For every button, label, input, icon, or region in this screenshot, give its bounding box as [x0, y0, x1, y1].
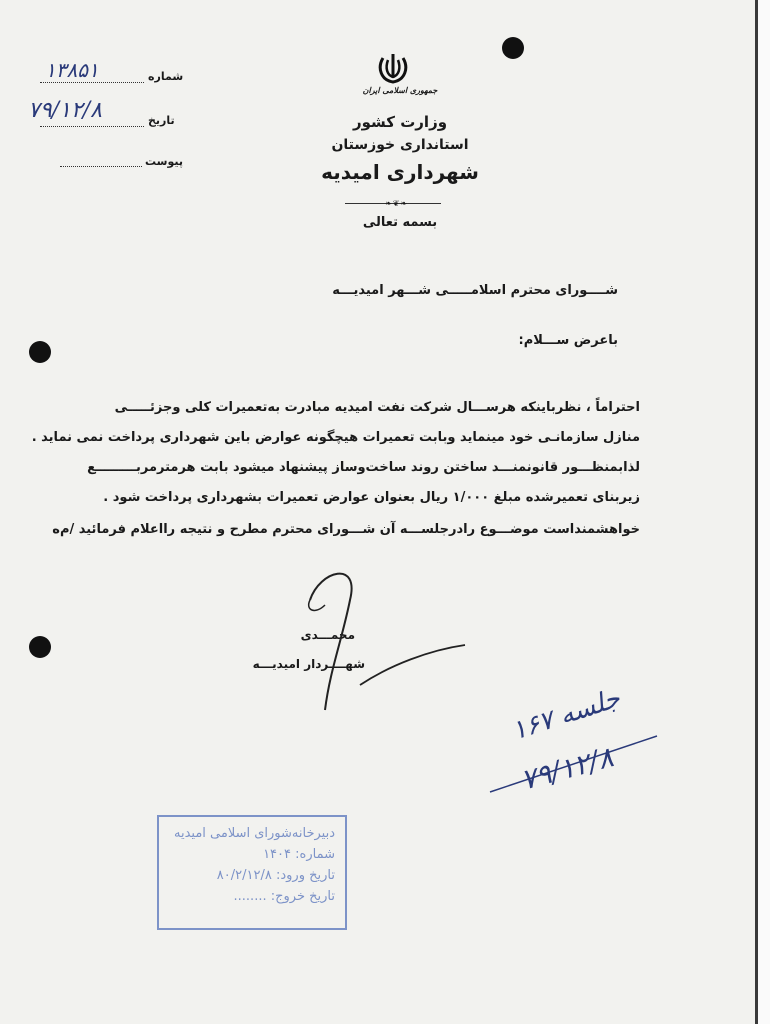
punch-hole: [502, 37, 524, 59]
stamp-number-value: ۱۴۰۴: [263, 847, 292, 862]
date-label: تاریخ: [148, 114, 175, 127]
page-edge: [755, 0, 758, 1024]
attachment-line: [60, 166, 142, 167]
body-line: زیربنای تعمیرشده مبلغ ۱/۰۰۰ ریال بعنوان عوارض تعمیرات بشهرداری پرداخت شود .: [103, 490, 640, 505]
body-line: منازل سازمانـی خود مینماید وبابت تعمیرات هیچگونه عوارض باین شهرداری پرداخت نمی نماید .: [31, 430, 640, 445]
municipality-name: شهرداری امیدیه: [321, 160, 479, 184]
number-line: [40, 82, 144, 83]
governorate-name: استانداری خوزستان: [331, 137, 469, 153]
punch-hole: [29, 636, 51, 658]
date-line: [40, 126, 144, 127]
meeting-annotation: ۱۶۷ جلسه: [508, 683, 624, 747]
date-value: ۷۹/۱۲/۸: [28, 98, 102, 123]
attachment-label: پیوست: [145, 155, 183, 168]
stamp-entry-value: ۸۰/۲/۱۲/۸: [216, 868, 272, 883]
body-line: احتراماً ، نظرباینکه هرســـال شرکت نفت امیدیه مبادرت به‌تعمیرات کلی وجزئـــــی: [114, 400, 640, 415]
stamp-entry-label: تاریخ ورود:: [275, 868, 335, 883]
scan-margin: [758, 0, 770, 1024]
stamp-number-label: شماره:: [295, 847, 335, 862]
stamp-exit-label: تاریخ خروج:: [270, 889, 335, 904]
handwritten-signature: [290, 560, 470, 720]
stamp-title: دبیرخانه‌شورای اسلامی امیدیه: [174, 826, 335, 841]
addressee: شــــورای محترم اسلامـــــی شـــهر امیدیـــه: [332, 283, 618, 298]
signer-name: محمـــدی: [300, 628, 355, 642]
body-line: خواهشمنداست موضـــوع رادرجلســـه آن شـــورای محترم مطرح و نتیجه رااعلام فرمائید /م‌ه: [52, 522, 640, 537]
ornament-icon: ❧❦❧: [385, 199, 409, 208]
ministry-name: وزارت کشور: [352, 113, 448, 131]
invocation: بسمه تعالی: [362, 215, 438, 230]
stamp-exit-value: ........: [233, 889, 267, 904]
number-value: ۱۳۸۵۱: [45, 58, 99, 82]
council-secretariat-stamp: [157, 815, 347, 930]
greeting: باعرض ســـلام:: [518, 333, 618, 348]
number-label: شماره: [148, 70, 184, 83]
iran-emblem-icon: [375, 50, 411, 86]
emblem-caption: جمهوری اسلامی ایران: [362, 86, 438, 95]
signer-title: شهــــردار امیدیـــه: [252, 657, 365, 671]
punch-hole: [29, 341, 51, 363]
body-line: لذابمنظـــور قانونمنـــد ساختن روند ساخت‌وساز پیشنهاد میشود بابت هرمترمربـــــــــع: [87, 460, 640, 475]
annotation-date: ۷۹/۱۲/۸: [517, 740, 617, 797]
